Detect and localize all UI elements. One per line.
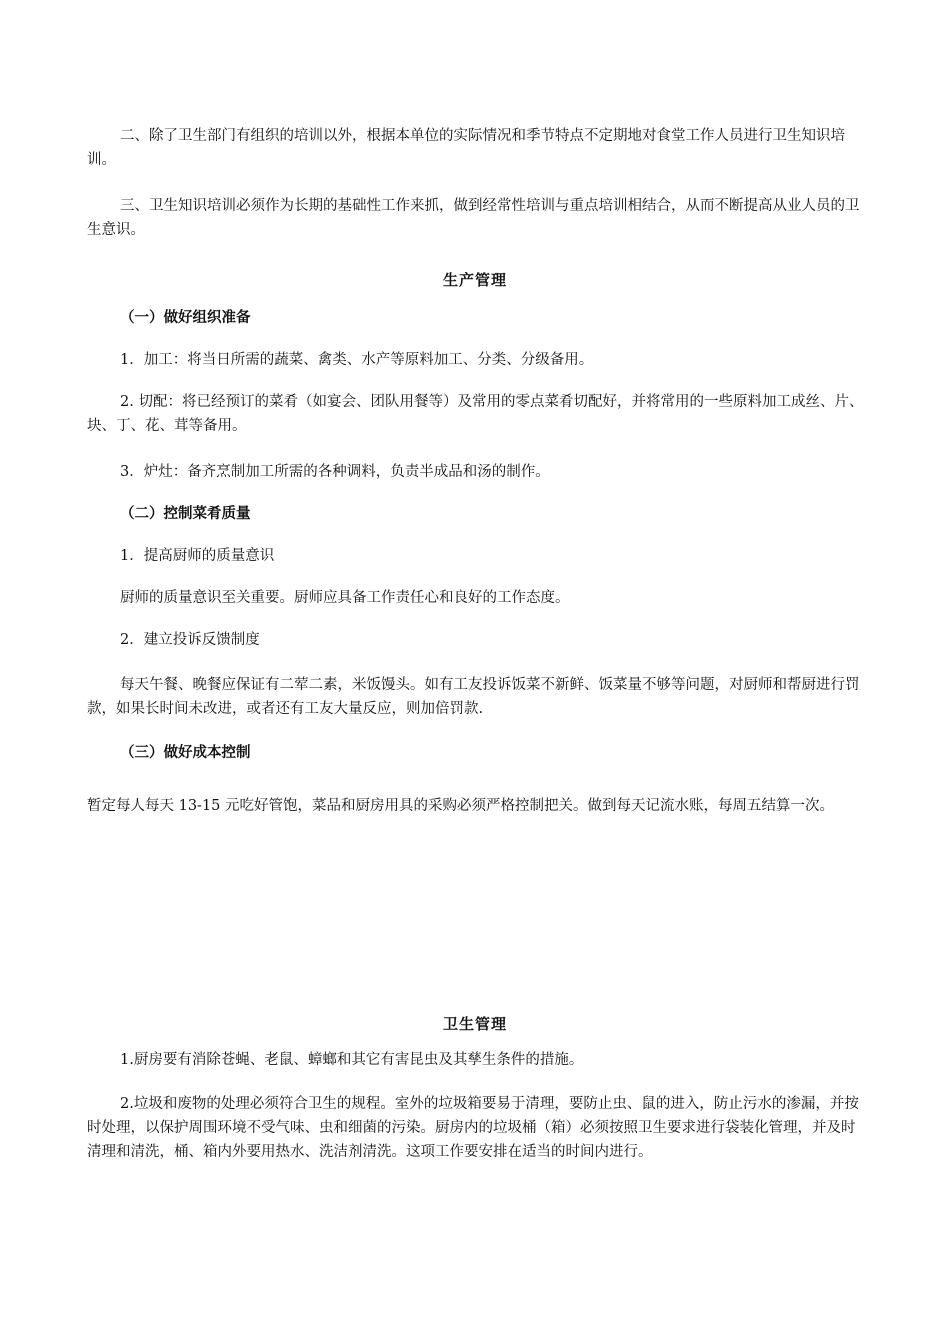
hygiene-item-1: 1.厨房要有消除苍蝇、老鼠、蟑螂和其它有害昆虫及其孳生条件的措施。 (120, 1052, 584, 1068)
section-1-item-2: 2. 切配：将已经预订的菜肴（如宴会、团队用餐等）及常用的零点菜肴切配好，并将常用的一些原料加工成丝、片、块、丁、花、茸等备用。 (87, 394, 864, 434)
section-1-item-1: 1．加工：将当日所需的蔬菜、禽类、水产等原料加工、分类、分级备用。 (120, 352, 594, 368)
section-3-heading: （三）做好成本控制 (120, 745, 251, 761)
section-2-heading: （二）控制菜肴质量 (120, 506, 251, 522)
section-2-item-1: 1．提高厨师的质量意识 (120, 548, 275, 564)
hygiene-item-2: 2.垃圾和废物的处理必须符合卫生的规程。室外的垃圾箱要易于清理，要防止虫、鼠的进入，防止污水的渗漏，并按时处理，以保护周围环境不受气味、虫和细菌的污染。厨房内的垃圾桶（箱）必须按照卫生要求进行袋装化管理，并及时清理和清洗，桶、箱内外要用热水、洗洁剂清洗。这项工作要安排在适当的时间内进行。 (87, 1096, 859, 1160)
section-2-item-1-text: 厨师的质量意识至关重要。厨师应具备工作责任心和良好的工作态度。 (120, 590, 570, 606)
section-1-item-3: 3．炉灶：备齐烹制加工所需的各种调料，负责半成品和汤的制作。 (120, 464, 550, 480)
hygiene-management-title: 卫生管理 (442, 1015, 507, 1033)
section-3-text: 暂定每人每天 13-15 元吃好管饱，菜品和厨房用具的采购必须严格控制把关。做到每天记流水账，每周五结算一次。 (87, 798, 835, 814)
section-1-heading: （一）做好组织准备 (120, 310, 251, 326)
training-paragraph-3: 三、卫生知识培训必须作为长期的基础性工作来抓，做到经常性培训与重点培训相结合，从而不断提高从业人员的卫生意识。 (87, 198, 860, 238)
section-2-item-2-text: 每天午餐、晚餐应保证有二荤二素，米饭馒头。如有工友投诉饭菜不新鲜、饭菜量不够等问题，对厨师和帮厨进行罚款，如果长时间未改进，或者还有工友大量反应，则加倍罚款. (87, 677, 860, 717)
section-2-item-2: 2．建立投诉反馈制度 (120, 632, 260, 648)
training-paragraph-2: 二、除了卫生部门有组织的培训以外，根据本单位的实际情况和季节特点不定期地对食堂工作人员进行卫生知识培训。 (87, 128, 845, 168)
production-management-title: 生产管理 (442, 271, 507, 289)
